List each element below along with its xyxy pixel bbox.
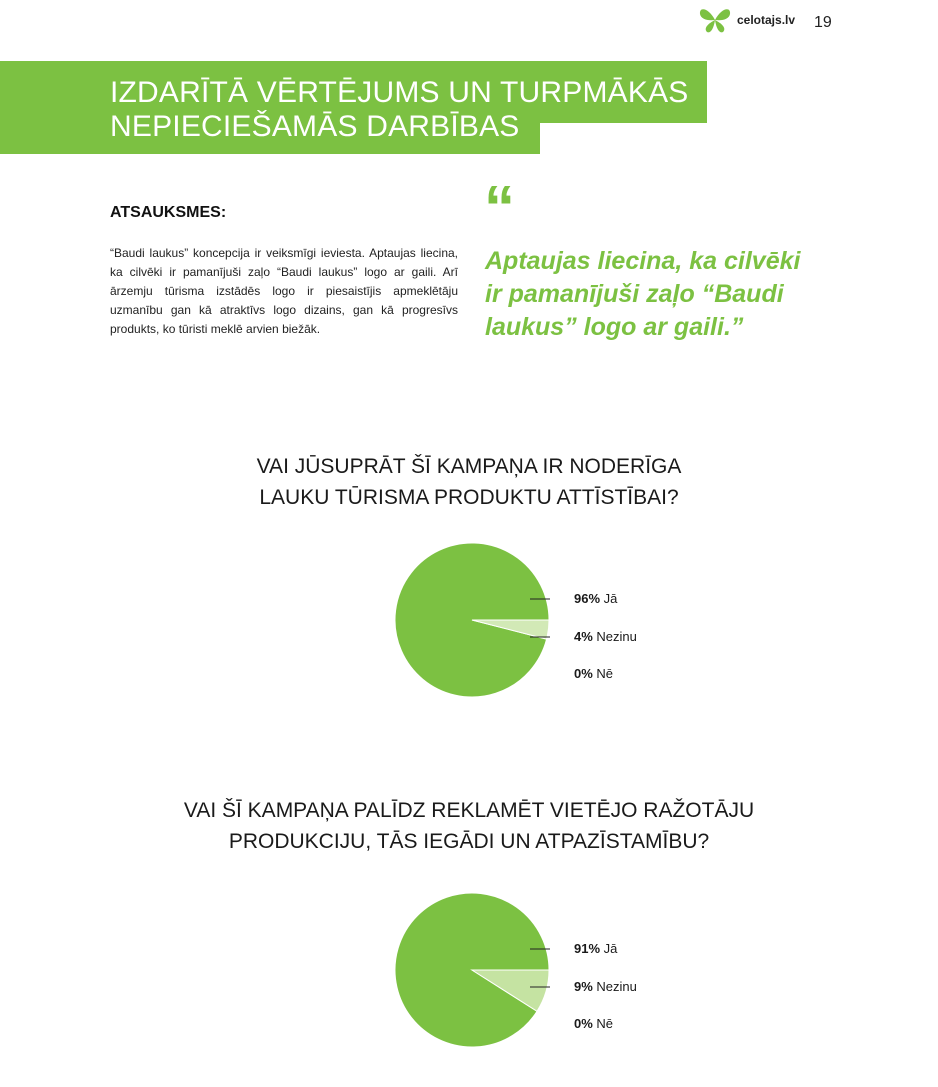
legend-percent: 0%	[574, 666, 593, 681]
section-title-line-1: IZDARĪTĀ VĒRTĒJUMS UN TURPMĀKĀS	[110, 76, 689, 109]
chart-2-title-line-1: VAI ŠĪ KAMPAŅA PALĪDZ REKLAMĒT VIETĒJO RAŽOTĀJU	[183, 799, 755, 822]
legend-label: Jā	[600, 941, 618, 956]
chart-2-title	[0, 795, 938, 857]
quote-mark-icon: “	[484, 174, 515, 243]
legend-item-1	[574, 591, 618, 606]
legend-label: Jā	[600, 591, 618, 606]
legend-percent: 9%	[574, 979, 593, 994]
section-title-line-2: NEPIECIEŠAMĀS DARBĪBAS	[110, 110, 520, 143]
legend-item-1	[574, 941, 618, 956]
pull-quote: Aptaujas liecina, ka cilvēki ir pamanījuši zaļo “Baudi laukus” logo ar gaili.”	[485, 247, 801, 341]
legend-percent: 0%	[574, 1016, 593, 1031]
testimonials-body: “Baudi laukus” koncepcija ir veiksmīgi ieviesta. Aptaujas liecina, ka cilvēki ir pamanījuši zaļo “Baudi laukus” logo ar gaili. Arī ārzemju tūrisma izstādēs logo ir piesaistījis apmeklētāju uzmanību gan kā atraktīvs logo dizains, gan kā progresīvs produkts, ko tūristi meklē arvien biežāk.	[110, 246, 458, 336]
legend-label: Nē	[592, 666, 614, 681]
legend-label: Nezinu	[592, 979, 637, 994]
legend-percent: 96%	[574, 591, 601, 606]
page-number: 19	[814, 14, 832, 31]
legend-item-3	[574, 666, 613, 681]
site-name: celotajs.lv	[737, 13, 796, 27]
chart-1-title-line-2: LAUKU TŪRISMA PRODUKTU ATTĪSTĪBAI?	[259, 486, 679, 509]
legend-item-3	[574, 1016, 613, 1031]
legend-percent: 4%	[574, 629, 593, 644]
chart-1-title-line-1: VAI JŪSUPRĀT ŠĪ KAMPAŅA IR NODERĪGA	[256, 455, 682, 478]
testimonials-heading: ATSAUKSMES:	[110, 204, 227, 221]
butterfly-icon	[697, 4, 733, 36]
legend-percent: 91%	[574, 941, 601, 956]
legend-label: Nē	[592, 1016, 614, 1031]
section-title	[110, 76, 689, 144]
legend-label: Nezinu	[592, 629, 637, 644]
chart-1-title	[0, 451, 938, 513]
pie-chart-2	[380, 885, 680, 1085]
legend-item-2	[574, 979, 637, 994]
pie-chart-1	[380, 535, 680, 735]
legend-item-2	[574, 629, 637, 644]
site-brand	[697, 4, 795, 36]
chart-2-title-line-2: PRODUKCIJU, TĀS IEGĀDI UN ATPAZĪSTAMĪBU?	[228, 830, 710, 853]
